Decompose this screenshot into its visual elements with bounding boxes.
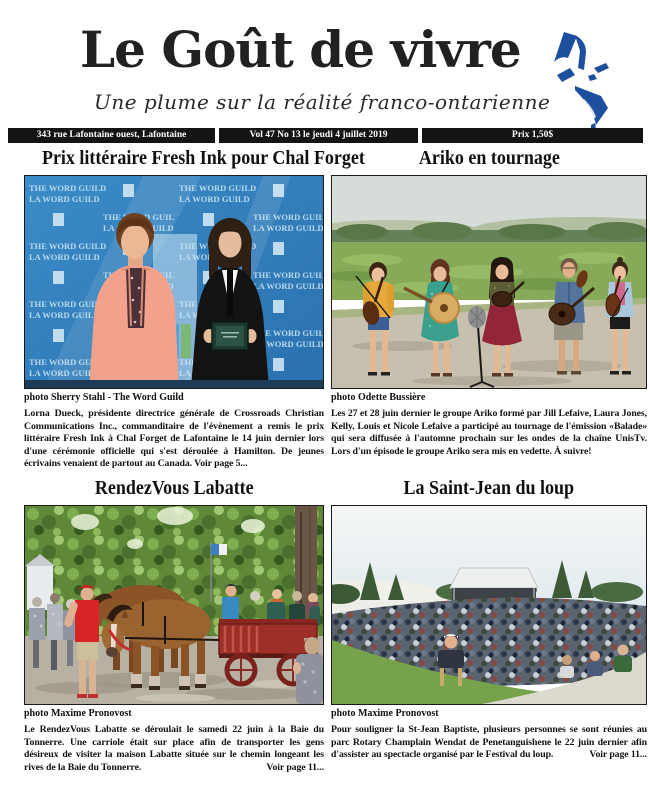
info-bar xyxy=(8,128,643,143)
address-text: 343 rue Lafontaine ouest, Lafontaine xyxy=(8,128,215,143)
word-guild-award-photo xyxy=(24,175,324,389)
photo-credit: photo Maxime Pronovost xyxy=(24,708,132,719)
saint-jean-photo-illustration xyxy=(332,506,646,704)
photo-credit: photo Sherry Stahl - The Word Guild xyxy=(24,392,184,403)
page-reference: Voir page 11... xyxy=(581,749,647,762)
headline-ariko: Ariko en tournage xyxy=(418,147,560,169)
newspaper-tagline: Une plume sur la réalité franco-ontarienne xyxy=(94,90,551,114)
word-guild-photo-illustration xyxy=(25,176,323,388)
newspaper-title: Le Goût de vivre xyxy=(80,20,521,79)
page-reference: Voir page 11... xyxy=(258,762,324,775)
ariko-photo-illustration xyxy=(332,176,646,388)
article-rendezvous-labatte xyxy=(24,477,324,774)
article-body: Lorna Dueck, présidente directrice générale de Crossroads Christian Communications Inc., commanditaire de l'évènement a remis le prix littéraire Fresh Ink à Chal Forget de Lafontaine le 14 juin dernier lors d'une cérémonie officielle qui s'est déroulée à Hamilton. De jeunes écrivains venaient de partout au Canada. Voir page 5... xyxy=(24,408,324,470)
article-body: Les 27 et 28 juin dernier le groupe Ariko formé par Jill Lefaive, Laura Jones, Kelly, Louis et Nicole Lefaive a participé au tournage de l'émission «Balade» qui sera diffusée à l'automne prochain sur les ondes de la chaîne UnisTv. Lors d'un épisode le groupe Ariko sera mis en vedette. À suivre! xyxy=(331,408,647,457)
article-saint-jean xyxy=(331,477,647,774)
headline-fresh-ink: Prix littéraire Fresh Ink pour Chal Forget xyxy=(41,147,365,169)
photo-credit: photo Odette Bussière xyxy=(331,392,426,403)
seagull-logo-icon xyxy=(543,28,635,132)
headline-saint-jean: La Saint-Jean du loup xyxy=(403,477,575,499)
labatte-photo-illustration xyxy=(25,506,323,704)
front-page-articles xyxy=(24,147,647,774)
crowd-park-photo xyxy=(331,505,647,705)
edition-text: Vol 47 No 13 le jeudi 4 juillet 2019 xyxy=(219,128,418,143)
price-text: Prix 1,50$ xyxy=(422,128,643,143)
horse-carriage-photo xyxy=(24,505,324,705)
ariko-band-photo xyxy=(331,175,647,389)
photo-credit: photo Maxime Pronovost xyxy=(331,708,439,719)
article-body: Pour souligner la St-Jean Baptiste, plusieurs personnes se sont réunies au parc Rotary Champlain Wendat de Penetanguishene le 22 juin dernier afin d'assister au spectacle organisé par le Festival du loup. Voir page 11... xyxy=(331,724,647,761)
article-body: Le RendezVous Labatte se déroulait le samedi 22 juin à la Baie du Tonnerre. Une carriole était sur place afin de transporter les gens désireux de visiter la maison Labatte située sur le chemin longeant les rives de la Baie du Tonnerre. Voir page 11... xyxy=(24,724,324,773)
headline-rendezvous: RendezVous Labatte xyxy=(94,477,254,499)
article-fresh-ink xyxy=(24,147,365,477)
article-ariko xyxy=(331,147,647,477)
